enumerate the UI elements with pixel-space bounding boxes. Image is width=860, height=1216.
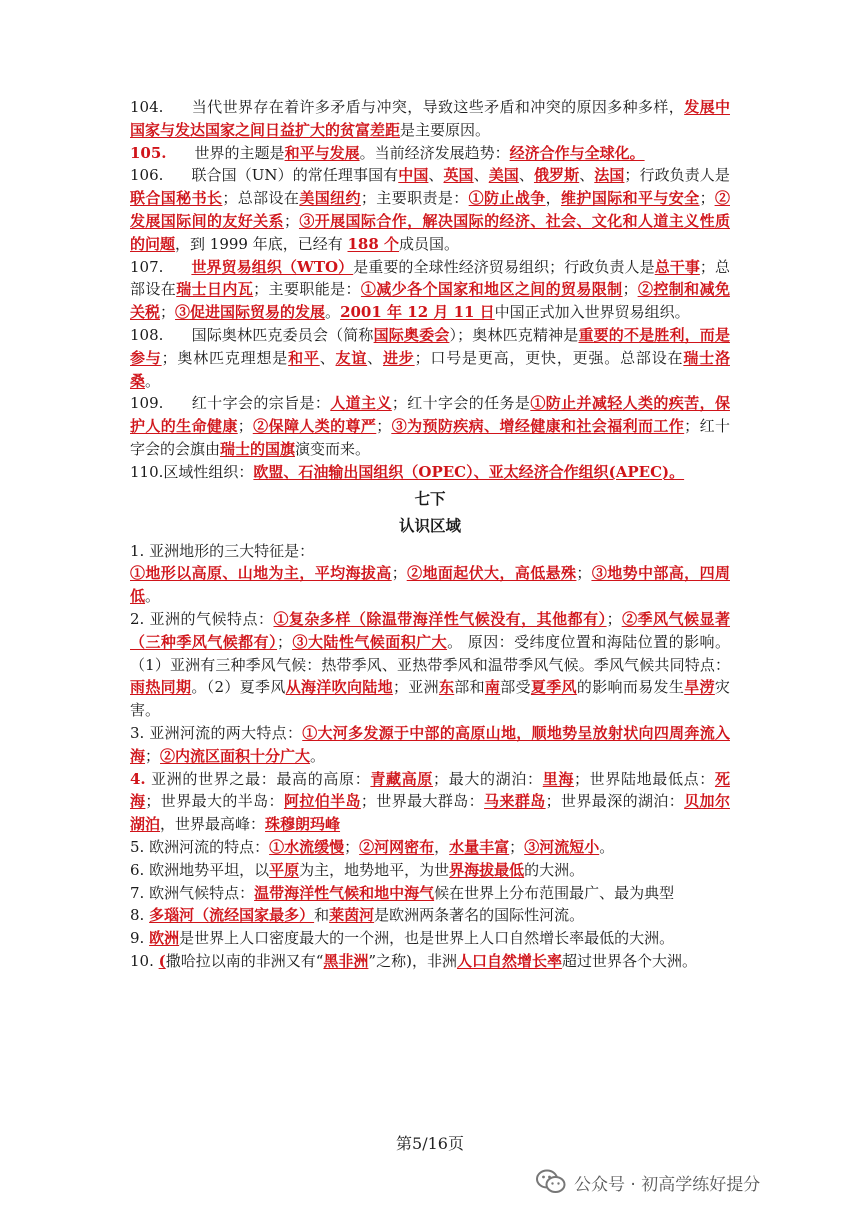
- key-point: 重要的不是胜利，而是参与: [130, 325, 730, 367]
- text-run: 、: [428, 166, 444, 185]
- text-run: ；主要职能是：: [253, 280, 361, 299]
- key-point: 青藏高原: [370, 769, 434, 788]
- text-run: 当代世界存在着许多矛盾与冲突，导致这些矛盾和冲突的原因多种多样，: [191, 98, 685, 116]
- key-point: 维护国际和平与安全: [561, 189, 700, 208]
- text-run: 撒哈拉以南的非洲又有“: [165, 951, 324, 970]
- key-point: ①防止并减轻人类的疾苦，保护人的生命健康: [130, 394, 730, 436]
- key-point: ③开展国际合作，解决国际的经济、社会、文化和人道主义性质的问题: [130, 211, 730, 253]
- text-run: 。（2）夏季风: [191, 678, 286, 697]
- key-point: 和平: [288, 348, 320, 367]
- key-point: 夏季风: [530, 678, 577, 697]
- text-run: 1. 亚洲地形的三大特征是：: [130, 541, 315, 560]
- text-run: ；: [509, 837, 525, 856]
- text-run: ；世界最大的半岛：: [145, 792, 284, 811]
- text-run: 。: [145, 587, 161, 606]
- key-point: 人道主义: [330, 394, 392, 413]
- text-run: ；最大的湖泊：: [433, 769, 543, 788]
- text-run: ；亚洲: [392, 678, 439, 697]
- key-point: 发展中国家与发达国家之间日益扩大的贫富差距: [130, 98, 730, 139]
- key-point: 和平与发展: [284, 143, 360, 162]
- key-point: 欧洲: [149, 929, 180, 948]
- text-run: 红十字会的宗旨是：: [191, 394, 331, 413]
- key-point: 进步: [382, 348, 415, 367]
- key-point: 死海: [130, 769, 730, 811]
- key-point: 阿拉伯半岛: [283, 792, 361, 811]
- text-run: ；奥林匹克理想是: [161, 348, 289, 367]
- key-point: 旱涝: [684, 678, 715, 697]
- key-point: ②河网密布: [359, 837, 435, 856]
- key-point: 从海洋吹向陆地: [285, 678, 393, 697]
- watermark: [536, 1168, 760, 1196]
- key-point: 人口自然增长率: [456, 951, 562, 970]
- paragraph: [130, 96, 730, 142]
- key-point: 欧盟、石油输出国组织（OPEC）、亚太经济合作组织(APEC)。: [253, 462, 685, 481]
- key-point: ②季风气候显著（三种季风气候都有）: [130, 609, 730, 651]
- key-point: ③河流短小: [524, 837, 600, 856]
- key-point: 南: [484, 678, 501, 697]
- paragraph: [130, 768, 730, 836]
- text-run: 110.区域性组织：: [130, 462, 254, 481]
- text-run: 6. 欧洲地势平坦，以: [130, 860, 270, 879]
- text-run: 是重要的全球性经济贸易组织；行政负责人是: [353, 257, 655, 276]
- key-point: 英国: [443, 166, 474, 185]
- key-point: 瑞士洛桑: [130, 348, 730, 390]
- key-point: 瑞士日内瓦: [176, 280, 254, 299]
- text-run: ）；奥林匹克精神是: [449, 325, 579, 344]
- text-run: 。: [145, 371, 161, 390]
- paragraph: [130, 950, 730, 973]
- key-point: 俄罗斯: [533, 166, 580, 185]
- paragraph: [130, 461, 730, 484]
- text-run: 、: [473, 166, 489, 185]
- text-run: 108.: [130, 325, 164, 344]
- text-run: 中国正式加入世界贸易组织。: [494, 303, 690, 322]
- key-point: 联合国秘书长: [130, 189, 223, 208]
- text-run: ；: [699, 189, 715, 208]
- document-body: [130, 96, 730, 973]
- text-run: 8.: [130, 906, 150, 925]
- text-run: 、: [319, 348, 336, 367]
- text-run: ，: [434, 837, 450, 856]
- text-run: ；: [283, 211, 299, 230]
- key-point: 多瑙河（流经国家最多）: [149, 906, 315, 925]
- key-point: (: [158, 951, 166, 970]
- key-point: 水量丰富: [449, 837, 510, 856]
- key-point: ①大河多发源于中部的高原山地，顺地势呈放射状向四周奔流入海: [130, 723, 730, 765]
- section-heading: 七下: [414, 488, 446, 508]
- text-run: ；世界最深的湖泊：: [545, 792, 685, 811]
- text-run: ；: [160, 303, 176, 322]
- text-run: 的影响而易发生: [576, 678, 685, 697]
- text-run: 为主，地势地平，为世: [299, 860, 450, 879]
- key-point: 里海: [542, 769, 574, 788]
- text-run: 的大洲。: [524, 860, 585, 879]
- key-point: ①防止战争: [468, 189, 546, 208]
- key-point: ③地势中部高，四周低: [130, 564, 730, 606]
- page-number: 第5/16页: [396, 1134, 464, 1153]
- key-point: 中国: [398, 166, 429, 185]
- text-run: ；: [376, 417, 392, 436]
- text-run: 107.: [130, 257, 164, 276]
- item-number: 4.: [130, 769, 146, 788]
- text-run: ；口号是更高，更快，更强。总部设在: [414, 348, 684, 367]
- text-run: 亚洲的世界之最：最高的高原：: [145, 769, 371, 788]
- key-point: 2001 年 12 月 11 日: [340, 303, 495, 322]
- text-run: 。: [599, 837, 615, 856]
- text-run: 国际奥林匹克委员会（简称: [191, 325, 374, 344]
- text-run: ；: [606, 609, 622, 628]
- wechat-icon: [536, 1169, 566, 1195]
- text-run: 超过世界各个大洲。: [561, 951, 697, 970]
- key-point: 马来群岛: [484, 792, 546, 811]
- text-run: 部受: [500, 678, 531, 697]
- key-point: 友谊: [335, 348, 368, 367]
- text-run: 9.: [130, 929, 150, 948]
- paragraph: [130, 392, 730, 460]
- paragraph: [130, 562, 730, 608]
- text-run: 。: [310, 746, 326, 765]
- key-point: ①复杂多样（除温带海洋性气候没有，其他都有）: [273, 609, 607, 628]
- text-run: 、: [579, 166, 595, 185]
- text-run: 世界的主题是: [194, 143, 285, 162]
- paragraph: [130, 324, 730, 392]
- text-run: 5. 欧洲河流的特点：: [130, 837, 270, 856]
- text-run: 候在世界上分布范围最广、最为典型: [434, 883, 675, 902]
- text-run: 演变而来。: [295, 439, 371, 458]
- text-run: ；: [622, 280, 638, 299]
- key-point: 雨热同期: [130, 678, 192, 697]
- paragraph: [130, 164, 730, 255]
- key-point: 莱茵河: [329, 906, 375, 925]
- paragraph: [130, 540, 730, 563]
- key-point: ③为预防疾病、增经健康和社会福利而工作: [391, 417, 685, 436]
- key-point: 法国: [594, 166, 625, 185]
- text-run: ；总部设在: [222, 189, 300, 208]
- key-point: ②地面起伏大，高低悬殊: [406, 564, 577, 583]
- key-point: 国际奥委会: [373, 325, 450, 344]
- key-point: 经济合作与全球化。: [509, 143, 645, 162]
- text-run: 2. 亚洲的气候特点：: [130, 609, 274, 628]
- key-point: 总干事: [654, 257, 700, 276]
- key-point: ②保障人类的尊严: [252, 417, 377, 436]
- key-point: 瑞士的国旗: [220, 439, 296, 458]
- text-run: 3. 亚洲河流的两大特点：: [130, 723, 303, 742]
- key-point: ①地形以高原、山地为主，平均海拔高: [130, 564, 392, 583]
- text-run: ，: [545, 189, 562, 208]
- text-run: 104.: [130, 98, 164, 116]
- key-point: ①减少各个国家和地区之间的贸易限制: [360, 280, 623, 299]
- key-point: 美国: [488, 166, 519, 185]
- text-run: 106.: [130, 166, 164, 185]
- text-run: 。 原因：受纬度位置和海陆位置的影响。（1）亚洲有三种季风气候：热带季风、亚热带季风和温带季风气候。季风气候共同特点：: [130, 632, 730, 674]
- text-run: 109.: [130, 394, 164, 413]
- text-run: 灾害。: [130, 678, 730, 720]
- paragraph: [130, 608, 730, 722]
- text-run: 、: [367, 348, 383, 367]
- paragraph: [130, 882, 730, 905]
- text-run: 、: [518, 166, 534, 185]
- paragraph: [130, 836, 730, 859]
- text-run: ，到 1999 年底，已经有: [175, 234, 348, 253]
- text-run: ；: [277, 632, 293, 651]
- text-run: 是主要原因。: [400, 120, 491, 139]
- text-run: ；行政负责人是: [624, 166, 730, 185]
- text-run: 。当前经济发展趋势：: [359, 143, 510, 162]
- key-point: 美国纽约: [299, 189, 361, 208]
- key-point: 贝加尔湖泊: [130, 792, 730, 834]
- key-point: ②控制和减免关税: [130, 280, 730, 322]
- text-run: ；红十字会的会旗由: [130, 417, 730, 458]
- key-point: ②内流区面积十分广大: [160, 746, 311, 765]
- text-run: 是世界上人口密度最大的一个洲，也是世界上人口自然增长率最低的大洲。: [179, 929, 675, 948]
- text-run: ；总部设在: [130, 257, 730, 299]
- text-run: ；世界最大群岛：: [360, 792, 485, 811]
- key-point: 世界贸易组织（WTO）: [191, 257, 354, 276]
- key-point: 界海拔最低: [449, 860, 525, 879]
- text-run: ；红十字会的任务是: [391, 394, 531, 413]
- text-run: ”之称)，非洲: [368, 951, 457, 970]
- text-run: 成员国。: [399, 234, 460, 253]
- text-run: ；: [237, 417, 253, 436]
- text-run: ；世界陆地最低点：: [574, 769, 715, 788]
- key-point: ②发展国际间的友好关系: [130, 189, 730, 230]
- key-point: 东: [438, 678, 455, 697]
- key-point: 平原: [269, 860, 300, 879]
- text-run: ；主要职责是：: [360, 189, 469, 208]
- text-run: ；: [576, 564, 592, 583]
- section-heading: 认识区域: [398, 515, 461, 535]
- item-number: 105.: [130, 143, 167, 162]
- text-run: ；: [344, 837, 360, 856]
- key-point: ③大陆性气候面积广大: [292, 632, 448, 651]
- paragraph: [130, 722, 730, 768]
- watermark-text: 公众号 · 初高学练好提分: [574, 1174, 761, 1195]
- text-run: 联合国（UN）的常任理事国有: [191, 166, 399, 185]
- key-point: ①水流缓慢: [269, 837, 345, 856]
- paragraph: [130, 859, 730, 882]
- key-point: 188 个: [347, 234, 400, 253]
- paragraph: [130, 256, 730, 324]
- text-run: 是欧洲两条著名的国际性河流。: [374, 906, 585, 925]
- paragraph: [130, 904, 730, 927]
- key-point: 黑非洲: [323, 951, 369, 970]
- paragraph: [130, 142, 730, 165]
- paragraph: [130, 927, 730, 950]
- key-point: 珠穆朗玛峰: [265, 815, 341, 834]
- text-run: 部和: [454, 678, 485, 697]
- text-run: ；: [391, 564, 407, 583]
- text-run: ；: [145, 746, 161, 765]
- key-point: 温带海洋性气候和地中海气: [254, 883, 435, 902]
- text-run: 7. 欧洲气候特点：: [130, 883, 255, 902]
- text-run: ，世界最高峰：: [160, 815, 266, 834]
- text-run: 。: [325, 303, 341, 322]
- key-point: ③促进国际贸易的发展: [175, 303, 326, 322]
- text-run: 和: [314, 906, 330, 925]
- text-run: 10.: [130, 951, 159, 970]
